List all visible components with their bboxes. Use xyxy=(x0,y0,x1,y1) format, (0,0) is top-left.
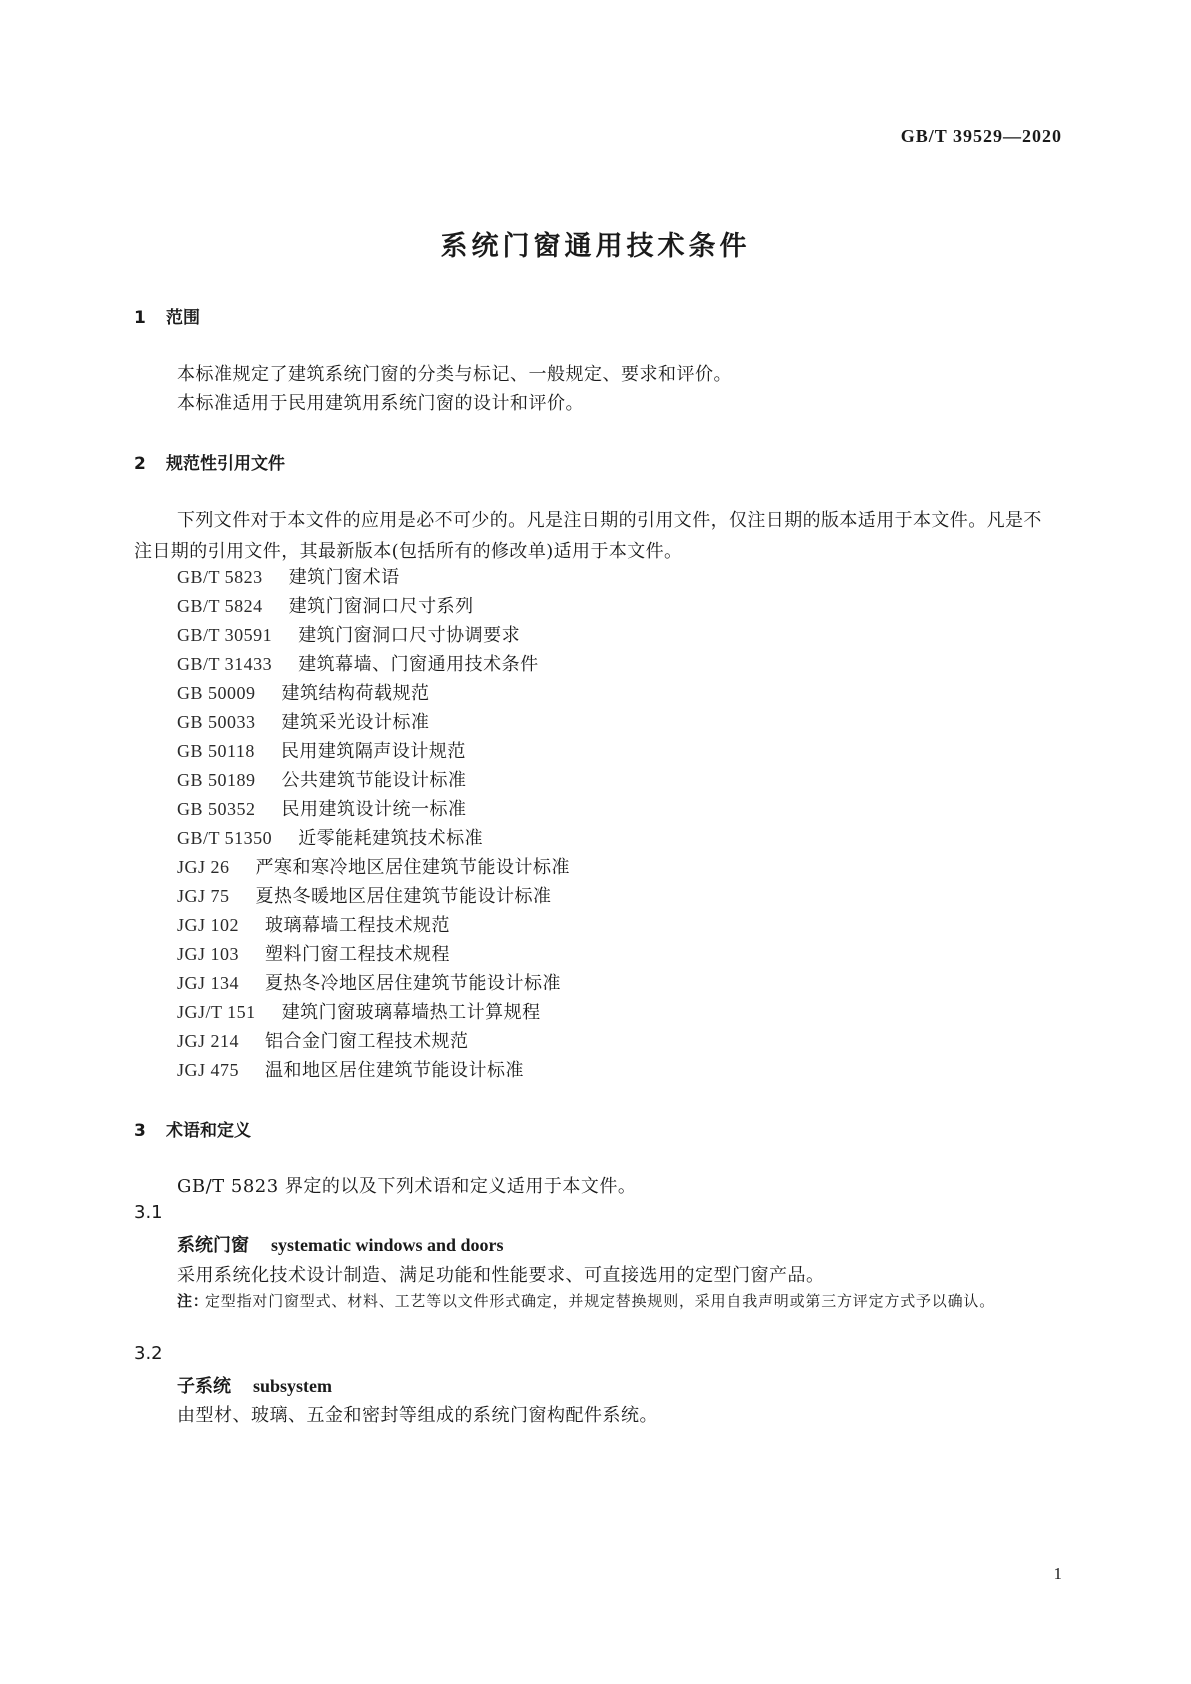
reference-title: 建筑门窗洞口尺寸协调要求 xyxy=(298,625,521,646)
reference-title: 铝合金门窗工程技术规范 xyxy=(265,1031,469,1052)
term-definition: 采用系统化技术设计制造、满足功能和性能要求、可直接选用的定型门窗产品。 xyxy=(177,1265,825,1286)
section-2-heading xyxy=(134,449,285,474)
reference-item xyxy=(177,969,561,995)
section-3-intro: GB/T 5823 界定的以及下列术语和定义适用于本文件。 xyxy=(177,1176,637,1197)
reference-item xyxy=(177,563,400,589)
reference-code: JGJ/T 151 xyxy=(177,1002,256,1022)
term-chinese: 系统门窗 xyxy=(177,1235,249,1256)
section-title: 术语和定义 xyxy=(166,1121,251,1141)
section-number: 3 xyxy=(134,1121,146,1141)
reference-title: 建筑门窗玻璃幕墙热工计算规程 xyxy=(281,1002,541,1023)
reference-item xyxy=(177,1056,524,1082)
reference-code: JGJ 75 xyxy=(177,886,230,906)
reference-item xyxy=(177,940,450,966)
reference-code: JGJ 134 xyxy=(177,973,240,993)
term-heading xyxy=(177,1231,504,1257)
reference-title: 民用建筑隔声设计规范 xyxy=(280,741,466,762)
section-1-line-2: 本标准适用于民用建筑用系统门窗的设计和评价。 xyxy=(177,393,584,414)
reference-code: GB 50189 xyxy=(177,770,256,790)
reference-title: 建筑门窗洞口尺寸系列 xyxy=(288,596,474,617)
reference-item xyxy=(177,737,466,763)
section-3-heading xyxy=(134,1116,251,1141)
section-number: 1 xyxy=(134,308,146,328)
reference-code: GB/T 31433 xyxy=(177,654,273,674)
section-number: 2 xyxy=(134,454,146,474)
reference-item xyxy=(177,795,467,821)
term-english: systematic windows and doors xyxy=(271,1235,504,1255)
reference-item xyxy=(177,621,520,647)
section-1-heading xyxy=(134,303,200,328)
reference-item xyxy=(177,824,483,850)
clause-number: 3.2 xyxy=(134,1343,163,1364)
reference-item xyxy=(177,1027,469,1053)
note-label: 注： xyxy=(177,1292,209,1310)
reference-code: GB 50033 xyxy=(177,712,256,732)
section-1-line-1: 本标准规定了建筑系统门窗的分类与标记、一般规定、要求和评价。 xyxy=(177,364,732,385)
reference-title: 民用建筑设计统一标准 xyxy=(281,799,467,820)
reference-item xyxy=(177,911,450,937)
reference-item xyxy=(177,766,467,792)
reference-code: JGJ 103 xyxy=(177,944,240,964)
term-note xyxy=(177,1287,1059,1315)
reference-title: 温和地区居住建筑节能设计标准 xyxy=(265,1060,525,1081)
reference-title: 夏热冬暖地区居住建筑节能设计标准 xyxy=(255,886,552,907)
reference-title: 玻璃幕墙工程技术规范 xyxy=(265,915,451,936)
reference-title: 建筑门窗术语 xyxy=(288,567,400,588)
document-number: GB/T 39529—2020 xyxy=(900,126,1062,146)
reference-code: GB/T 51350 xyxy=(177,828,273,848)
reference-item xyxy=(177,650,539,676)
reference-title: 建筑幕墙、门窗通用技术条件 xyxy=(298,654,539,675)
term-english: subsystem xyxy=(253,1376,333,1396)
reference-title: 塑料门窗工程技术规程 xyxy=(265,944,451,965)
reference-code: GB 50009 xyxy=(177,683,256,703)
reference-title: 夏热冬冷地区居住建筑节能设计标准 xyxy=(265,973,562,994)
reference-title: 严寒和寒冷地区居住建筑节能设计标准 xyxy=(255,857,571,878)
section-title: 规范性引用文件 xyxy=(166,454,285,474)
reference-code: JGJ 26 xyxy=(177,857,230,877)
reference-item xyxy=(177,708,430,734)
page-number: 1 xyxy=(1053,1564,1062,1583)
reference-item xyxy=(177,853,570,879)
reference-code: GB/T 5823 xyxy=(177,567,263,587)
clause-number: 3.1 xyxy=(134,1202,163,1223)
reference-title: 建筑结构荷载规范 xyxy=(281,683,430,704)
reference-code: GB 50118 xyxy=(177,741,255,761)
reference-item xyxy=(177,592,474,618)
reference-code: JGJ 214 xyxy=(177,1031,240,1051)
reference-code: JGJ 102 xyxy=(177,915,240,935)
note-text: 定型指对门窗型式、材料、工艺等以文件形式确定，并规定替换规则，采用自我声明或第三方评定方式予以确认。 xyxy=(205,1292,996,1310)
reference-code: GB/T 5824 xyxy=(177,596,263,616)
term-heading xyxy=(177,1372,332,1398)
reference-code: JGJ 475 xyxy=(177,1060,240,1080)
reference-code: GB 50352 xyxy=(177,799,256,819)
reference-title: 建筑采光设计标准 xyxy=(281,712,430,733)
term-definition: 由型材、玻璃、五金和密封等组成的系统门窗构配件系统。 xyxy=(177,1405,658,1426)
section-2-intro: 下列文件对于本文件的应用是必不可少的。凡是注日期的引用文件，仅注日期的版本适用于本文件。凡是不注日期的引用文件，其最新版本(包括所有的修改单)适用于本文件。 xyxy=(134,510,1042,562)
section-title: 范围 xyxy=(166,308,200,328)
reference-code: GB/T 30591 xyxy=(177,625,273,645)
reference-title: 公共建筑节能设计标准 xyxy=(281,770,467,791)
reference-item xyxy=(177,679,430,705)
term-chinese: 子系统 xyxy=(177,1376,231,1397)
reference-title: 近零能耗建筑技术标准 xyxy=(298,828,484,849)
reference-item xyxy=(177,882,552,908)
page-title: 系统门窗通用技术条件 xyxy=(440,231,751,262)
reference-item xyxy=(177,998,541,1024)
